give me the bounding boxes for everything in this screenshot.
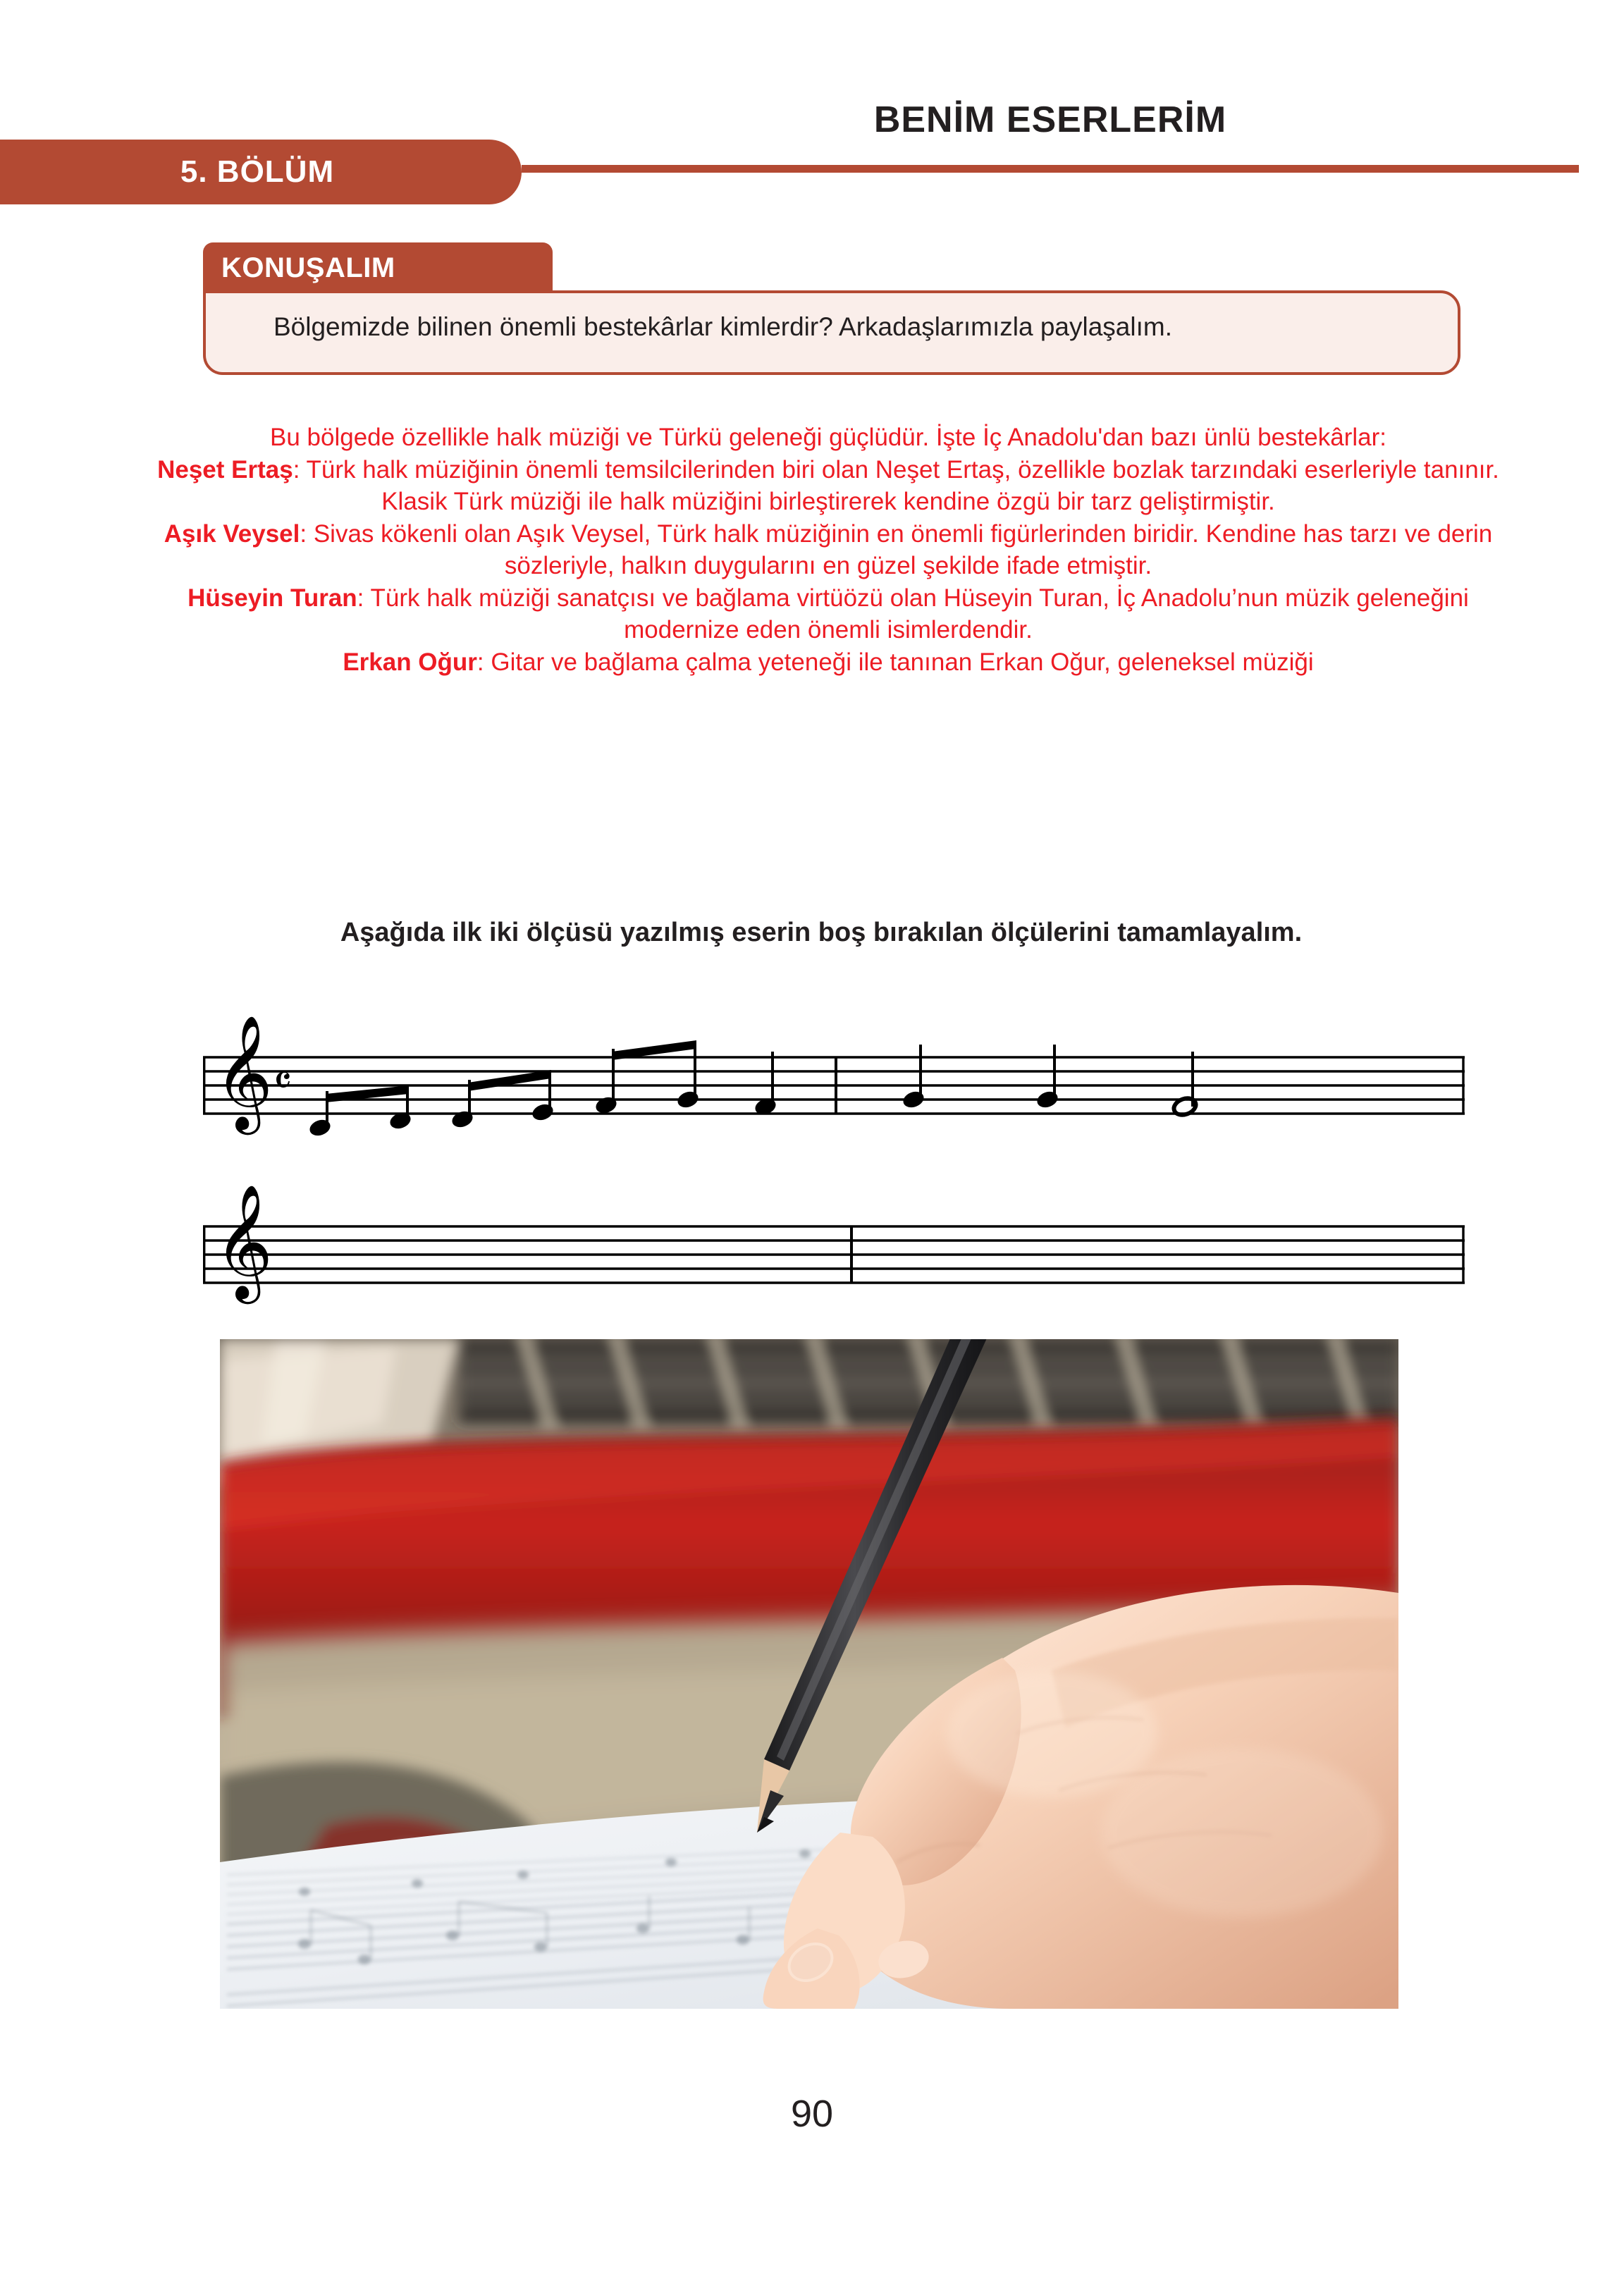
composer-entry (148, 454, 1508, 518)
composer-description: : Türk halk müziğinin önemli temsilcilerinden biri olan Neşet Ertaş, özellikle bozlak tarzındaki eserleriyle tanınır. Klasik Türk müziği ile halk müziğini birleştirerek kendine özgü bir tarz geliştirmiştir. (293, 455, 1499, 515)
quarter-note (901, 1045, 925, 1110)
composer-entry (148, 582, 1508, 646)
composer-name: Aşık Veysel (164, 519, 300, 548)
photo-hand-writing-music (220, 1339, 1398, 2009)
treble-clef-icon (214, 1184, 273, 1304)
composer-name: Neşet Ertaş (157, 455, 293, 484)
composers-section (148, 421, 1508, 678)
quarter-note (1035, 1045, 1059, 1110)
composers-intro: Bu bölgede özellikle halk müziği ve Türkü geleneği güçlüdür. İşte İç Anadolu'dan bazı ünlü bestekârlar: (270, 424, 1386, 451)
composer-name: Hüseyin Turan (187, 584, 357, 612)
beamed-eighth-pair (307, 1085, 412, 1138)
composer-description: : Sivas kökenli olan Aşık Veysel, Türk halk müziğinin en önemli figürlerinden biridir. Kendine has tarzı ve derin sözleriyle, halkın duygularını en güzel şekilde ifade etmiştir. (300, 519, 1493, 579)
composer-entry (148, 646, 1508, 679)
composer-description: : Türk halk müziği sanatçısı ve bağlama virtüözü olan Hüseyin Turan, İç Anadolu’nun müzik geleneğini modernize eden önemli isimlerdendir. (357, 584, 1469, 644)
page-title: BENİM ESERLERİM (873, 99, 1227, 140)
music-staff-filled (203, 1001, 1465, 1149)
common-time-signature: 𝄴 (273, 1057, 292, 1104)
instruction-text: Aşağıda ilk iki ölçüsü yazılmış eserin boş bırakılan ölçülerini tamamlayalım. (340, 918, 1303, 947)
composer-description: : Gitar ve bağlama çalma yeteneği ile tanınan Erkan Oğur, geleneksel müziği (476, 648, 1314, 676)
konusalim-callout (203, 242, 1460, 375)
composer-entry (148, 518, 1508, 582)
konusalim-box (203, 290, 1460, 375)
composer-name: Erkan Oğur (343, 648, 477, 676)
konusalim-tab-label: KONUŞALIM (221, 252, 395, 283)
music-staff-empty[interactable] (203, 1184, 1465, 1318)
chapter-label: 5. BÖLÜM (180, 154, 335, 189)
konusalim-tab (203, 242, 553, 293)
treble-clef-icon (214, 1014, 273, 1135)
page-number: 90 (790, 2093, 834, 2135)
header-divider-rule (522, 165, 1579, 173)
chapter-tab (0, 140, 522, 204)
konusalim-text: Bölgemizde bilinen önemli bestekârlar kimlerdir? Arkadaşlarımızla paylaşalım. (273, 312, 1172, 341)
beamed-eighth-pair (593, 1040, 700, 1116)
svg-text:𝄞: 𝄞 (214, 1014, 273, 1131)
svg-text:𝄞: 𝄞 (214, 1184, 273, 1300)
